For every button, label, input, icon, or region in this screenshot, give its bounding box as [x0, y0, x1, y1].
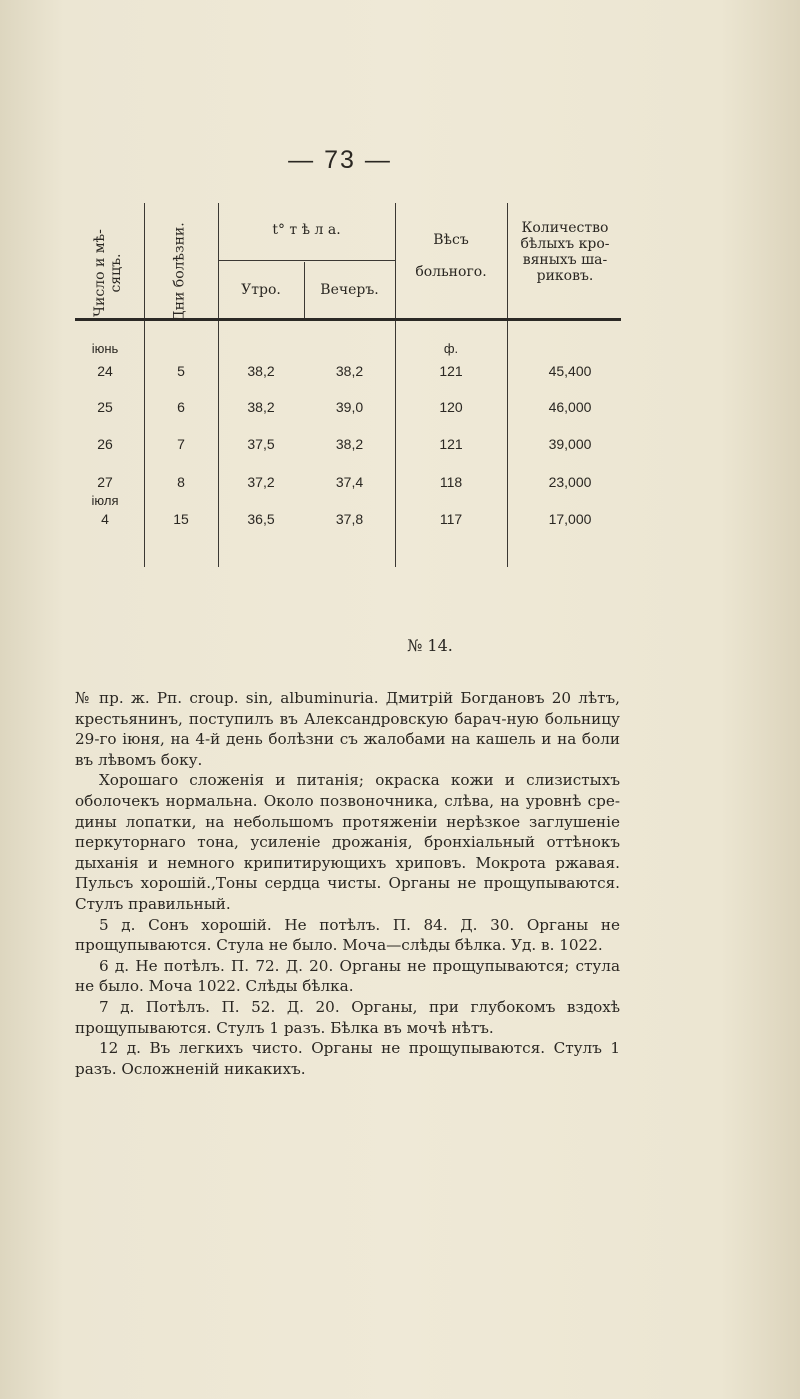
header-day	[172, 210, 192, 335]
case-description	[75, 688, 620, 1079]
month-june: іюнь	[91, 341, 119, 356]
patient-table	[75, 200, 615, 600]
header-day-label: Дни болѣзни.	[171, 222, 188, 322]
row-date: 27	[97, 474, 113, 490]
row-cells: 39,000	[548, 436, 592, 452]
row-cells: 17,000	[548, 511, 592, 527]
header-white-cells: Количество бѣлыхъ кро- вяныхъ ша- риковъ.	[520, 220, 610, 284]
header-date	[92, 218, 132, 328]
weight-unit: ф.	[443, 341, 459, 356]
row-cells: 45,400	[548, 363, 592, 379]
row-day: 7	[177, 436, 185, 452]
paragraph: 7 д. Потѣлъ. П. 52. Д. 20. Органы, при глубокомъ вздохѣ прощупываются. Стулъ 1 разъ. Бѣлка въ мочѣ нѣтъ.	[75, 997, 620, 1037]
row-weight: 121	[439, 363, 463, 379]
row-evening: 38,2	[335, 363, 364, 379]
row-evening: 39,0	[335, 399, 364, 415]
row-date: 25	[97, 399, 113, 415]
header-temperature: t° т ѣ л а.	[272, 222, 341, 238]
row-day: 5	[177, 363, 185, 379]
paragraph: 6 д. Не потѣлъ. П. 72. Д. 20. Органы не прощупываются; стула не было. Моча 1022. Слѣды бѣлка.	[75, 956, 620, 996]
row-cells: 23,000	[548, 474, 592, 490]
row-weight: 121	[439, 436, 463, 452]
paragraph: Хорошаго сложенія и питанія; окраска кожи и слизистыхъ оболочекъ нормальна. Около позвоночника, слѣва, на уровнѣ сре-дины лопатки, на небольшомъ протяженіи нерѣзкое заглушеніе перкуторнаго тона, усиленіе дрожанія, бронхіальный оттѣнокъ дыханія и немного крипитирующихъ хриповъ. Мокрота ржавая. Пульсъ хорошій.,Тоны сердца чисты. Органы не прощупываются. Стулъ правильный.	[75, 771, 620, 913]
header-evening: Вечеръ.	[320, 282, 379, 298]
row-morning: 38,2	[247, 399, 275, 415]
row-date: 4	[101, 511, 109, 527]
row-weight: 120	[439, 399, 463, 415]
row-weight: 117	[439, 511, 463, 527]
row-evening: 37,8	[335, 511, 364, 527]
row-morning: 38,2	[247, 363, 275, 379]
paragraph: № пр. ж. Рп. croup. sin, albuminuria. Дмитрій Богдановъ 20 лѣтъ, крестьянинъ, поступилъ въ Александровскую барач-ную больницу 29-го іюня, на 4-й день болѣзни съ жалобами на кашель и на боли въ лѣвомъ боку.	[75, 689, 620, 769]
header-date-label: Число и мѣ- сяцъ.	[92, 229, 124, 317]
row-evening: 37,4	[335, 474, 364, 490]
row-morning: 36,5	[247, 511, 275, 527]
month-july: іюля	[91, 493, 119, 508]
row-date: 24	[97, 363, 113, 379]
row-morning: 37,5	[247, 436, 275, 452]
row-day: 15	[173, 511, 189, 527]
row-evening: 38,2	[335, 436, 364, 452]
row-cells: 46,000	[548, 399, 592, 415]
case-number: № 14.	[407, 636, 453, 655]
header-weight: Вѣсъ больного.	[415, 232, 487, 280]
row-weight: 118	[439, 474, 463, 490]
row-morning: 37,2	[247, 474, 275, 490]
row-day: 6	[177, 399, 185, 415]
paragraph: 5 д. Сонъ хорошій. Не потѣлъ. П. 84. Д. 30. Органы не прощупываются. Стула не было. Моча—слѣды бѣлка. Уд. в. 1022.	[75, 915, 620, 955]
table-header-rule	[75, 318, 621, 321]
page-number: — 73 —	[288, 146, 392, 174]
paragraph: 12 д. Въ легкихъ чисто. Органы не прощупываются. Стулъ 1 разъ. Осложненій никакихъ.	[75, 1039, 620, 1078]
table-divider	[218, 260, 395, 261]
row-day: 8	[177, 474, 185, 490]
row-date: 26	[97, 436, 113, 452]
header-morning: Утро.	[241, 282, 281, 298]
